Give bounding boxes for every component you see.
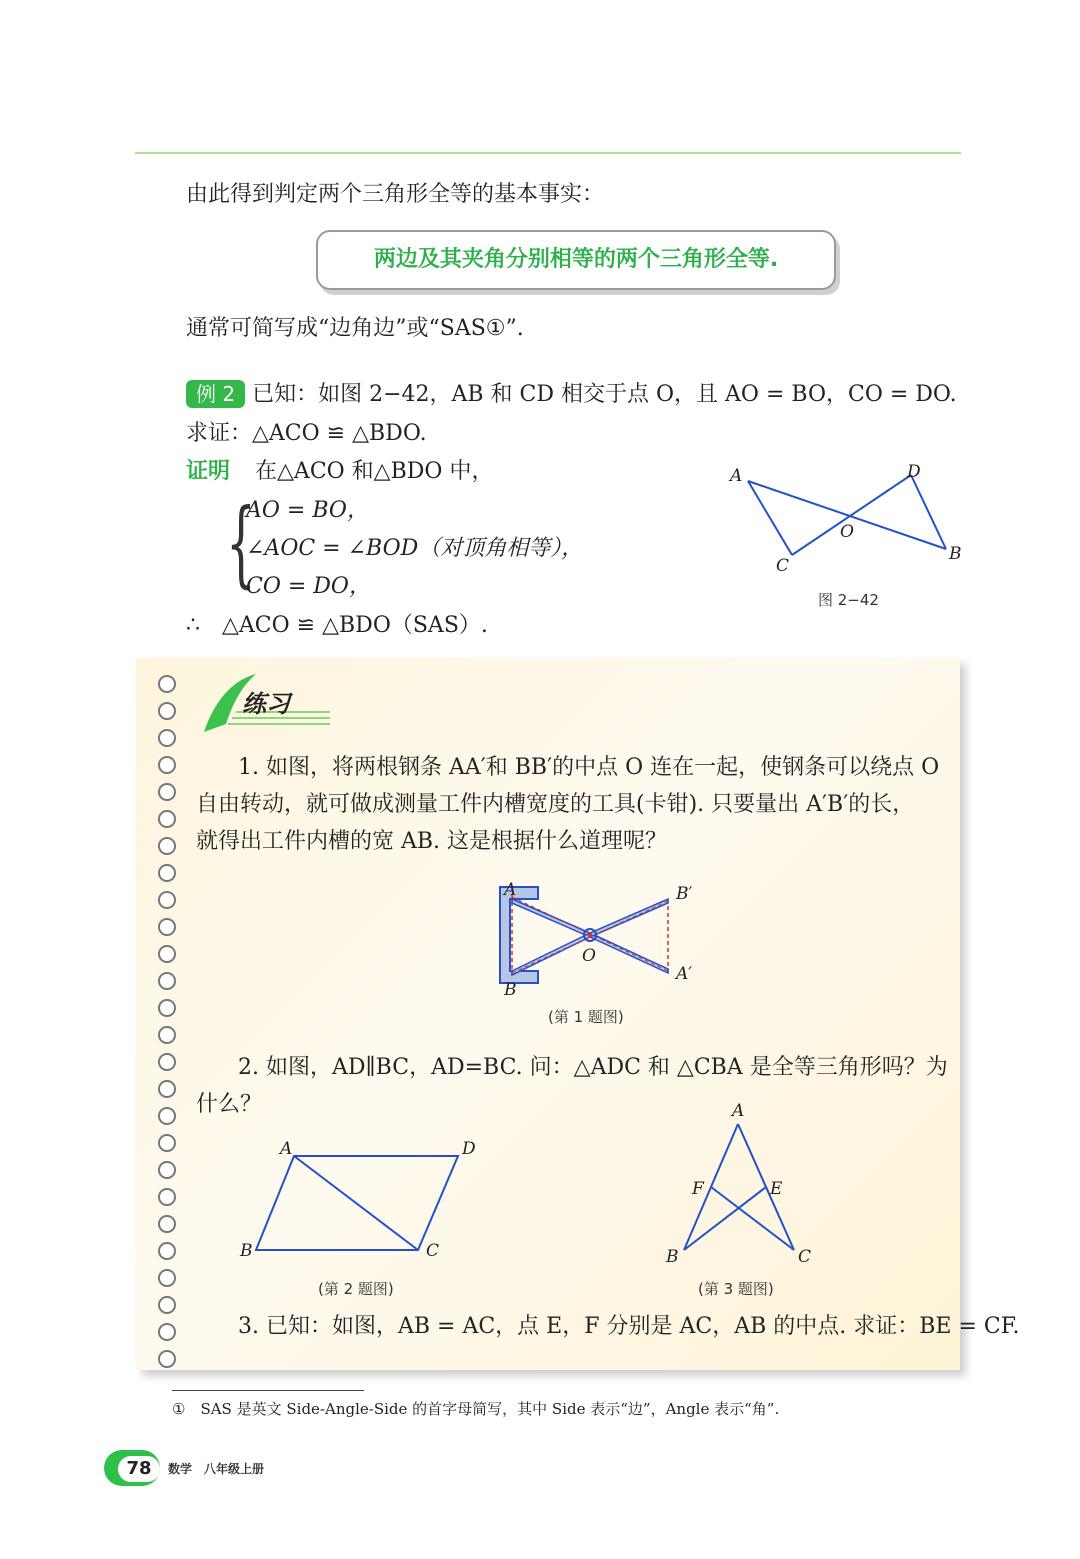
label-a: A [730, 466, 743, 486]
notebook-ring [158, 945, 176, 963]
q1-line1: 1. 如图，将两根钢条 AA′和 BB′的中点 O 连在一起，使钢条可以绕点 O [238, 755, 940, 780]
figure-2-42-caption: 图 2−42 [818, 591, 879, 609]
q3-caption: (第 3 题图) [698, 1280, 774, 1298]
q2-line1: 2. 如图，AD∥BC，AD=BC. 问：△ADC 和 △CBA 是全等三角形吗？为 [238, 1055, 948, 1080]
notebook-ring [158, 837, 176, 855]
q3-text: 3. 已知：如图，AB = AC，点 E，F 分别是 AC，AB 的中点. 求证：BE = CF. [238, 1314, 1020, 1339]
figure-q3 [660, 1100, 820, 1270]
notebook-ring [158, 783, 176, 801]
q1-line2: 自由转动，就可做成测量工件内槽宽度的工具(卡钳). 只要量出 A′B′的长， [196, 792, 915, 817]
notebook-ring [158, 864, 176, 882]
notebook-ring [158, 1323, 176, 1341]
q1-label-b2: B′ [676, 884, 693, 904]
notebook-ring [158, 729, 176, 747]
example-given [186, 380, 957, 410]
q1-label-a: A [504, 880, 517, 900]
notebook-ring [158, 1080, 176, 1098]
example-given-text: 已知：如图 2−42，AB 和 CD 相交于点 O，且 AO = BO，CO = DO. [252, 382, 957, 407]
intro-text: 由此得到判定两个三角形全等的基本事实： [186, 182, 605, 207]
notebook-ring [158, 1107, 176, 1125]
page-number: 78 [118, 1456, 160, 1482]
q3-label-a: A [732, 1101, 745, 1121]
footnote-rule [172, 1390, 364, 1391]
example-badge: 例 2 [186, 380, 245, 408]
notebook-ring [158, 891, 176, 909]
abbreviation-text: 通常可简写成“边角边”或“SAS①”. [186, 316, 524, 341]
segment-ac [748, 481, 792, 555]
q2-caption: (第 2 题图) [318, 1280, 394, 1298]
segment-cd [792, 475, 911, 555]
q2-label-a: A [280, 1139, 293, 1159]
notebook-ring [158, 1161, 176, 1179]
notebook-ring [158, 702, 176, 720]
notebook-ring [158, 1242, 176, 1260]
cond-1: AO = BO， [246, 498, 369, 523]
q1-caption: (第 1 题图) [548, 1008, 624, 1026]
figure-q2 [230, 1130, 490, 1270]
rule-text: 两边及其夹角分别相等的两个三角形全等. [373, 247, 779, 272]
q1-label-o: O [582, 946, 596, 966]
q1-label-a2: A′ [676, 964, 693, 984]
q3-label-c: C [798, 1247, 812, 1267]
q1-line3: 就得出工件内槽的宽 AB. 这是根据什么道理呢？ [196, 829, 668, 854]
example-prove: 求证：△ACO ≌ △BDO. [186, 421, 427, 446]
cond-2: ∠AOC = ∠BOD（对顶角相等）， [246, 536, 584, 561]
book-title: 数学 八年级上册 [168, 1462, 265, 1476]
notebook-ring [158, 756, 176, 774]
label-d: D [907, 462, 921, 482]
q3-label-b: B [666, 1247, 679, 1267]
notebook-ring [158, 1053, 176, 1071]
proof-line [186, 457, 493, 487]
conclusion: ∴ △ACO ≌ △BDO（SAS）. [186, 613, 488, 638]
notebook-ring [158, 1215, 176, 1233]
top-rule [135, 152, 961, 154]
notebook-ring [158, 810, 176, 828]
rule-box [316, 230, 836, 290]
label-c: C [776, 556, 790, 576]
notebook-ring [158, 972, 176, 990]
label-b: B [949, 544, 962, 564]
proof-label: 证明 [186, 459, 231, 484]
figure-q1 [490, 875, 710, 1000]
notebook-ring [158, 1134, 176, 1152]
notebook-ring [158, 1269, 176, 1287]
practice-title: 练习 [242, 690, 290, 718]
label-o: O [840, 522, 854, 542]
diagonal-ac [294, 1156, 418, 1250]
notebook-ring [158, 1188, 176, 1206]
q3-label-e: E [770, 1179, 783, 1199]
q3-label-f: F [692, 1179, 704, 1199]
q2-label-c: C [426, 1241, 440, 1261]
q2-label-d: D [462, 1139, 476, 1159]
notebook-ring [158, 999, 176, 1017]
q2-line2: 什么？ [196, 1092, 263, 1117]
notebook-ring [158, 675, 176, 693]
footnote: ① SAS 是英文 Side-Angle-Side 的首字母简写，其中 Side 表示“边”，Angle 表示“角”. [172, 1400, 780, 1418]
notebook-ring [158, 1296, 176, 1314]
proof-line1: 在△ACO 和△BDO 中， [255, 459, 494, 484]
cond-3: CO = DO， [246, 574, 371, 599]
q2-label-b: B [240, 1241, 253, 1261]
brace: { [226, 489, 256, 598]
notebook-ring [158, 1026, 176, 1044]
q1-label-b: B [504, 980, 517, 1000]
notebook-ring [158, 918, 176, 936]
notebook-ring [158, 1350, 176, 1368]
